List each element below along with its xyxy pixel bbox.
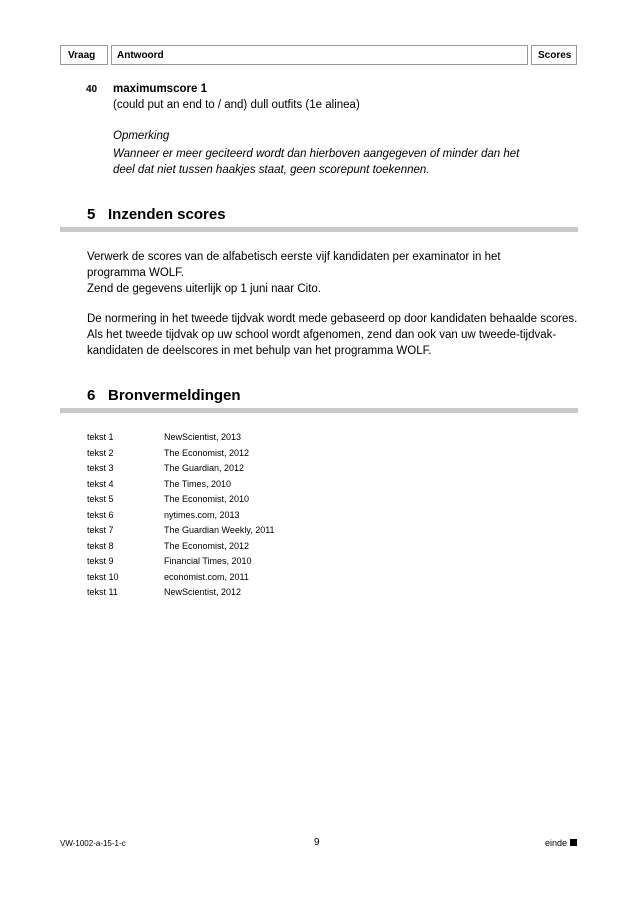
header-antwoord: Antwoord <box>111 45 528 65</box>
source-row <box>87 539 275 555</box>
source-row <box>87 508 275 524</box>
source-row <box>87 461 275 477</box>
source-row <box>87 523 275 539</box>
source-label: tekst 8 <box>87 540 114 551</box>
section-5-paragraph-1b: Zend de gegevens uiterlijk op 1 juni naar Cito. <box>87 283 321 295</box>
section-5-number: 5 <box>87 206 96 223</box>
source-reference: economist.com, 2011 <box>164 571 249 582</box>
footer-end-label: einde <box>545 838 568 848</box>
source-reference: The Economist, 2010 <box>164 494 250 504</box>
source-reference: nytimes.com, 2013 <box>164 509 240 520</box>
source-label: tekst 2 <box>87 447 114 458</box>
section-6-title: Bronvermeldingen <box>108 387 241 404</box>
section-5-title: Inzenden scores <box>108 206 226 223</box>
question-number: 40 <box>86 84 98 95</box>
section-5-rule <box>60 227 578 232</box>
note-text: Wanneer er meer geciteerd wordt dan hierboven aangegeven of minder dan het deel dat niet tussen haakjes staat, geen scorepunt toekennen. <box>113 148 520 176</box>
source-list <box>87 430 275 601</box>
source-row <box>87 585 275 601</box>
source-reference: The Guardian Weekly, 2011 <box>164 525 275 535</box>
source-label: tekst 4 <box>87 478 114 489</box>
end-square-icon <box>570 839 577 846</box>
section-5-paragraph-1: Verwerk de scores van de alfabetisch eerste vijf kandidaten per examinator in het programma WOLF. <box>87 251 501 279</box>
source-reference: NewScientist, 2012 <box>164 587 242 597</box>
source-label: tekst 1 <box>87 432 114 442</box>
section-5-paragraph-2: De normering in het tweede tijdvak wordt mede gebaseerd op door kandidaten behaalde scores. Als het tweede tijdvak op uw school wordt afgenomen, zend dan ook van uw tweede-tijdvak-kandidaten de deelscores in met behulp van het programma WOLF. <box>87 313 578 357</box>
source-reference: NewScientist, 2013 <box>164 432 242 442</box>
section-6-heading <box>87 387 241 404</box>
source-row <box>87 554 275 570</box>
footer-end-marker <box>545 838 577 848</box>
footer-document-code: VW-1002-a-15-1-c <box>60 839 126 848</box>
source-reference: The Economist, 2012 <box>164 447 250 458</box>
header-vraag: Vraag <box>60 45 108 65</box>
source-label: tekst 6 <box>87 509 114 520</box>
source-reference: Financial Times, 2010 <box>164 556 252 566</box>
source-label: tekst 7 <box>87 525 114 535</box>
source-label: tekst 11 <box>87 587 118 597</box>
source-row <box>87 570 275 586</box>
source-reference: The Guardian, 2012 <box>164 463 245 473</box>
source-row <box>87 430 275 446</box>
note-title: Opmerking <box>113 130 170 142</box>
footer-page-number: 9 <box>314 837 320 848</box>
source-label: tekst 5 <box>87 494 114 504</box>
source-reference: The Times, 2010 <box>164 478 232 489</box>
source-row <box>87 477 275 493</box>
question-answer: (could put an end to / and) dull outfits (1e alinea) <box>113 99 360 111</box>
section-6-number: 6 <box>87 387 96 404</box>
source-label: tekst 3 <box>87 463 114 473</box>
section-6-rule <box>60 408 578 413</box>
source-row <box>87 492 275 508</box>
source-reference: The Economist, 2012 <box>164 540 250 551</box>
question-maxscore: maximumscore 1 <box>113 83 207 95</box>
source-label: tekst 9 <box>87 556 114 566</box>
source-row <box>87 446 275 462</box>
source-label: tekst 10 <box>87 571 119 582</box>
section-5-heading <box>87 206 226 223</box>
header-scores: Scores <box>531 45 577 65</box>
